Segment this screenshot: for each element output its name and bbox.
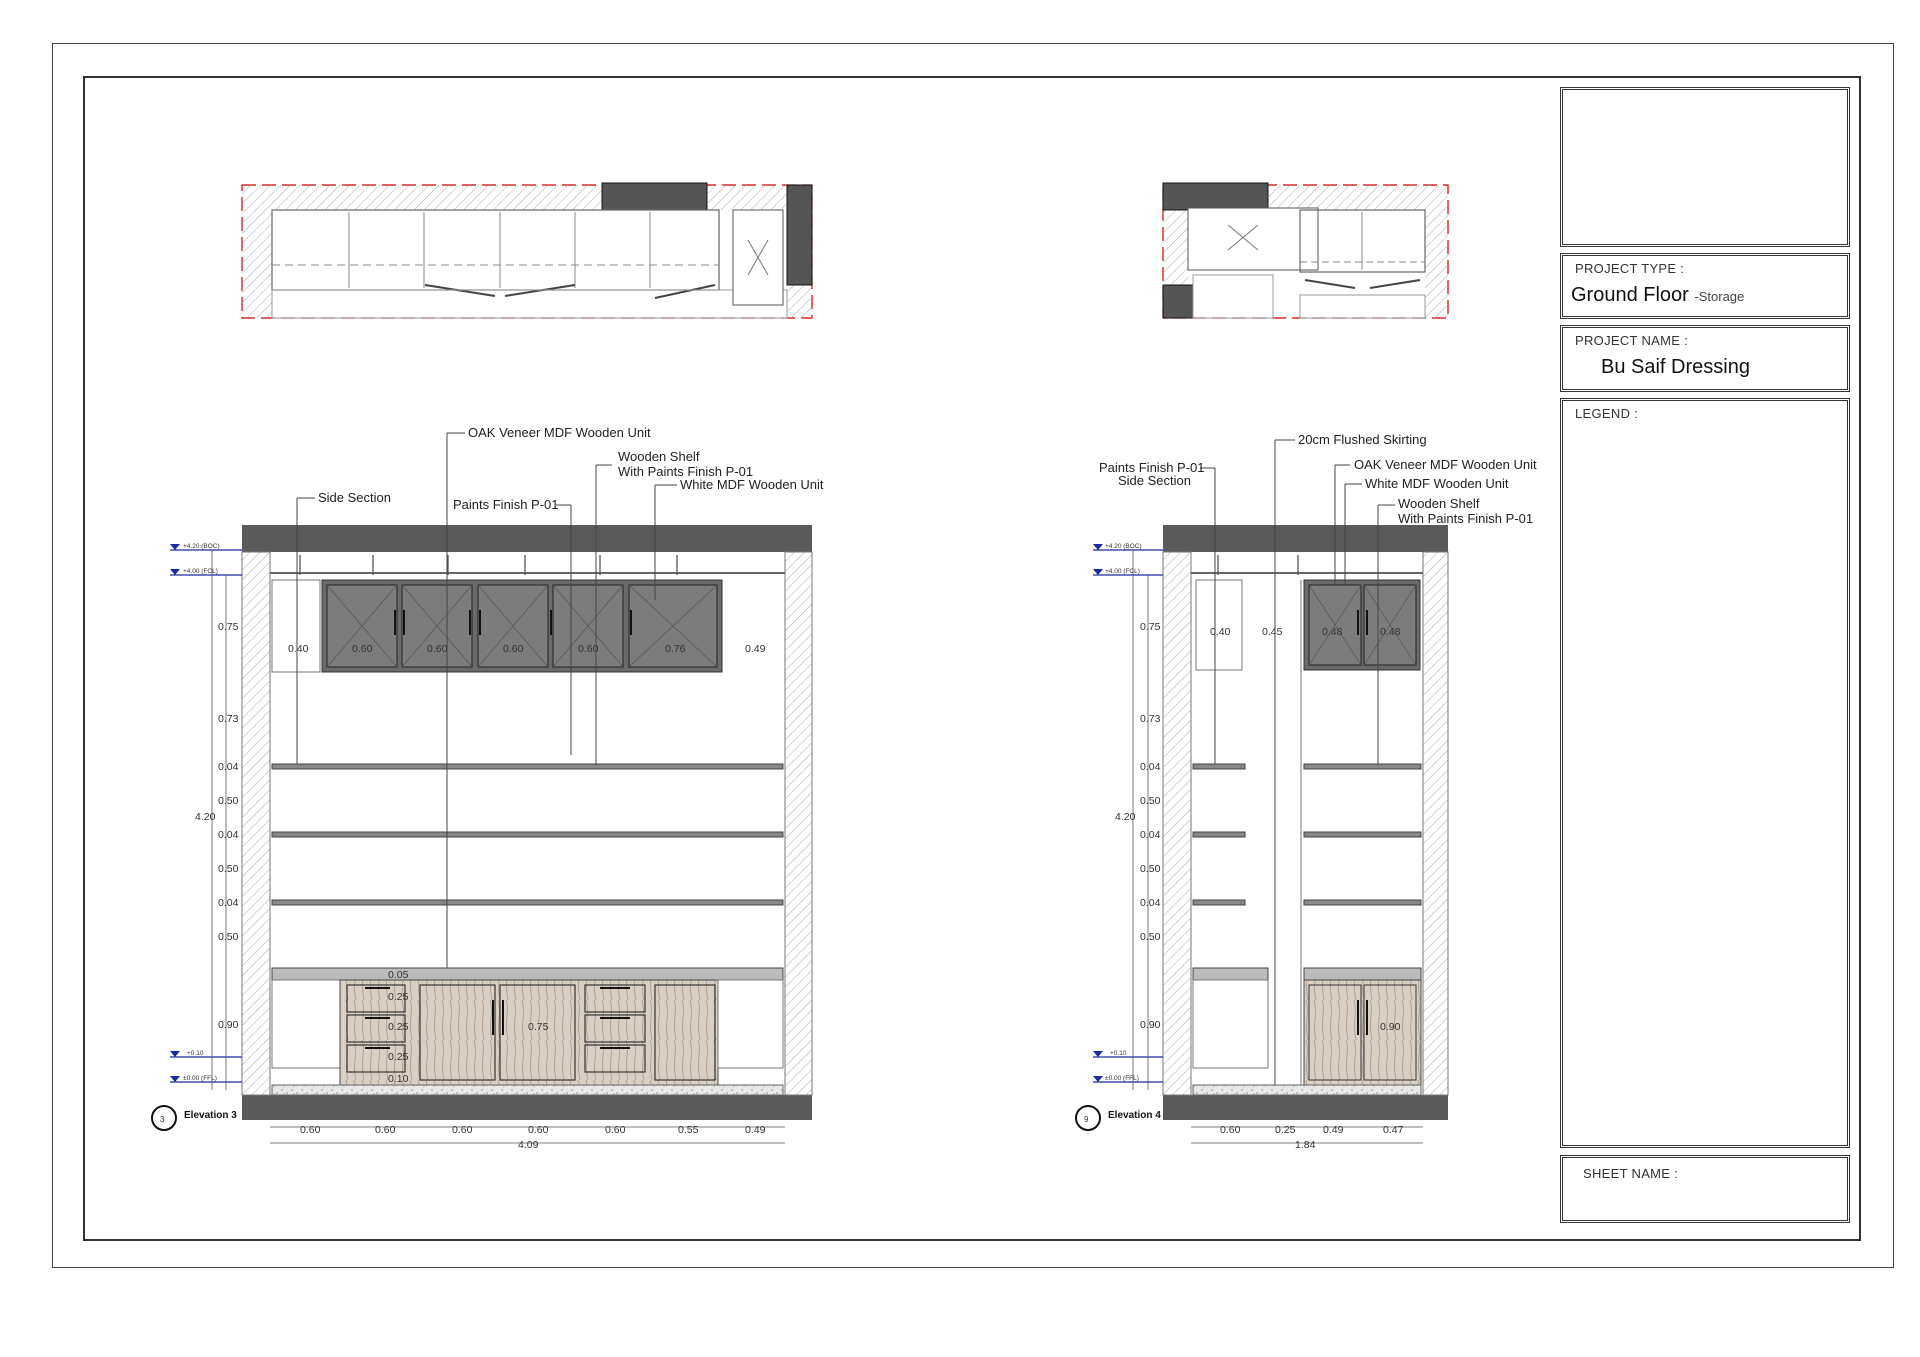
note-white-mdf: White MDF Wooden Unit — [680, 477, 824, 492]
note-paints-finish: Paints Finish P-01 — [1099, 460, 1205, 475]
bdim: 0.25 — [1275, 1124, 1296, 1136]
logo-box — [1560, 87, 1850, 247]
note-white-mdf: White MDF Wooden Unit — [1365, 476, 1509, 491]
vdim: 0.04 — [1140, 897, 1161, 909]
legend-box — [1560, 398, 1850, 1148]
elevation-number: 9 — [1084, 1115, 1089, 1124]
level-ffl: ±0.00 (FFL) — [183, 1075, 217, 1082]
vdim: 0.50 — [218, 863, 239, 875]
ldim: 0.90 — [1380, 1021, 1401, 1033]
sheet-name-label: SHEET NAME : — [1583, 1166, 1679, 1181]
level-boc: +4.20 (BOC) — [1105, 543, 1142, 550]
note-side-section: Side Section — [1118, 473, 1191, 488]
bdim: 0.49 — [745, 1124, 766, 1136]
vdim: 0.73 — [218, 713, 239, 725]
vdim: 0.50 — [1140, 795, 1161, 807]
elevation-title: Elevation 4 — [1108, 1110, 1161, 1121]
elevation-number: 3 — [160, 1115, 165, 1124]
udim: 0.40 — [1210, 626, 1231, 638]
ldim: 0.75 — [528, 1021, 549, 1033]
vdim: 0.75 — [1140, 621, 1161, 633]
note-oak-veneer: OAK Veneer MDF Wooden Unit — [468, 425, 651, 440]
bdim: 0.49 — [1323, 1124, 1344, 1136]
vdim: 0.73 — [1140, 713, 1161, 725]
bdim: 0.47 — [1383, 1124, 1404, 1136]
vertical-dims-e3 — [195, 621, 239, 1031]
elevation-title: Elevation 3 — [184, 1110, 237, 1121]
bdim: 0.60 — [1220, 1124, 1241, 1136]
note-side-section: Side Section — [318, 490, 391, 505]
level-ffl: ±0.00 (FFL) — [1105, 1075, 1139, 1082]
udim: 0.48 — [1380, 626, 1401, 638]
udim: 0.60 — [427, 643, 448, 655]
bdim: 0.60 — [605, 1124, 626, 1136]
project-name-value: Bu Saif Dressing — [1601, 356, 1750, 378]
note-skirting: 20cm Flushed Skirting — [1298, 432, 1427, 447]
vdim: 0.90 — [1140, 1019, 1161, 1031]
udim: 0.76 — [665, 643, 686, 655]
bottom-dims-e4 — [1220, 1124, 1404, 1151]
ldim: 0.10 — [388, 1073, 409, 1085]
project-type-sub: -Storage — [1694, 289, 1745, 304]
level-boc: +4.20 (BOC) — [183, 543, 220, 550]
bottom-dims-e3 — [300, 1124, 766, 1151]
bdim: 0.60 — [452, 1124, 473, 1136]
vdim: 0.75 — [218, 621, 239, 633]
note-wooden-shelf: Wooden Shelf — [618, 449, 700, 464]
level-mid: +0.10 — [187, 1050, 204, 1057]
udim: 0.40 — [288, 643, 309, 655]
ldim: 0.05 — [388, 969, 409, 981]
note-oak-veneer: OAK Veneer MDF Wooden Unit — [1354, 457, 1537, 472]
note-wooden-shelf-finish: With Paints Finish P-01 — [1398, 511, 1534, 526]
bdim: 0.60 — [375, 1124, 396, 1136]
vdim: 0.50 — [1140, 931, 1161, 943]
total-height: 4.20 — [195, 811, 216, 823]
overall-width: 1.84 — [1295, 1139, 1316, 1151]
note-paints-finish: Paints Finish P-01 — [453, 497, 559, 512]
ldim: 0.25 — [388, 1051, 409, 1063]
vdim: 0.50 — [218, 795, 239, 807]
vdim: 0.90 — [218, 1019, 239, 1031]
note-wooden-shelf-finish: With Paints Finish P-01 — [618, 464, 754, 479]
udim: 0.60 — [578, 643, 599, 655]
project-type-value — [1571, 284, 1744, 307]
elevation-3-drawing — [152, 433, 812, 1143]
udim: 0.60 — [503, 643, 524, 655]
note-wooden-shelf: Wooden Shelf — [1398, 496, 1480, 511]
legend-label: LEGEND : — [1575, 406, 1639, 421]
vdim: 0.50 — [1140, 863, 1161, 875]
total-height: 4.20 — [1115, 811, 1136, 823]
level-fcl: +4.00 (FCL) — [1105, 568, 1140, 575]
ldim: 0.25 — [388, 1021, 409, 1033]
vertical-dims-e4 — [1115, 621, 1161, 1031]
vdim: 0.04 — [218, 829, 239, 841]
project-type-box — [1560, 253, 1850, 319]
udim: 0.49 — [745, 643, 766, 655]
project-type-label: PROJECT TYPE : — [1575, 261, 1685, 276]
sheet-name-box — [1560, 1155, 1850, 1223]
vdim: 0.50 — [218, 931, 239, 943]
vdim: 0.04 — [1140, 761, 1161, 773]
udim: 0.60 — [352, 643, 373, 655]
overall-width: 4.09 — [518, 1139, 539, 1151]
plan-view-elevation-4 — [1163, 183, 1448, 318]
project-name-box — [1560, 325, 1850, 392]
bdim: 0.60 — [300, 1124, 321, 1136]
vdim: 0.04 — [1140, 829, 1161, 841]
project-type-main: Ground Floor — [1571, 284, 1689, 306]
vdim: 0.04 — [218, 761, 239, 773]
level-fcl: +4.00 (FCL) — [183, 568, 218, 575]
project-name-label: PROJECT NAME : — [1575, 333, 1689, 348]
udim: 0.45 — [1262, 626, 1283, 638]
ldim: 0.25 — [388, 991, 409, 1003]
plan-view-elevation-3 — [242, 183, 812, 318]
bdim: 0.60 — [528, 1124, 549, 1136]
level-mid: +0.10 — [1110, 1050, 1127, 1057]
bdim: 0.55 — [678, 1124, 699, 1136]
udim: 0.48 — [1322, 626, 1343, 638]
vdim: 0.04 — [218, 897, 239, 909]
